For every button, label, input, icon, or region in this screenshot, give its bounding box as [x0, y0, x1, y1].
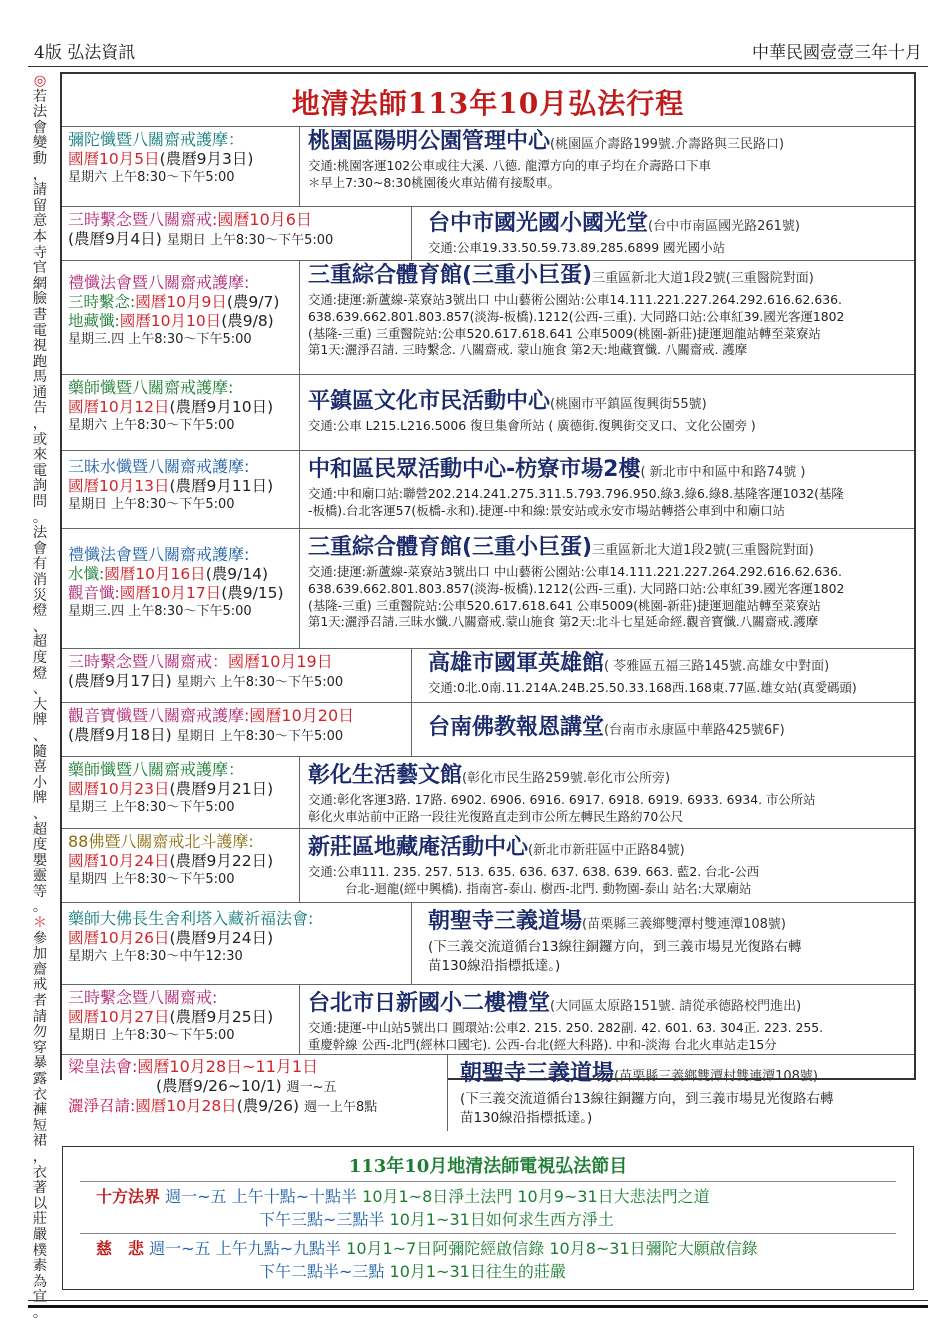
event-row [62, 702, 914, 756]
tv-program-row [96, 1186, 710, 1208]
tv-program-desc: 10月1~8日淨土法門 10月9~31日大悲法門之道 [362, 1187, 710, 1206]
event-row [62, 374, 914, 450]
event-lunar-date: (農曆9月3日) [159, 150, 254, 168]
event-date: 國曆10月26日 [68, 929, 170, 947]
event-date: 國曆10月13日 [68, 477, 170, 495]
event-date: 國曆10月19日 [228, 652, 333, 671]
tv-weekdays: 週一~五 [149, 1239, 211, 1258]
tv-time-slot: 下午三點~三點半 [259, 1210, 385, 1229]
sidebar-note: ◎ 若 法 會 變 動 ， 請 留 意 本 寺 官 網 臉 書 電 視 跑 馬 通 告 ， 或 來 電 詢 問 。 法 會 有 消 災 燈 、 超 度 燈 、 大 牌 、 隨 喜 小 牌 、 超 度 嬰 靈 等 。 ＊ 參 加 齋 戒 者 請 勿 穿 暴 露 衣 褲 短 裙 ， 衣 著 以 莊 嚴 樸 素 為 宜 。 [32, 73, 48, 1321]
event-sub-label: 地藏懺: [68, 312, 120, 330]
event-time: 星期三.四 上午8:30～下午5:00 [68, 332, 252, 347]
venue-address: (台中市南區國光路261號) [648, 219, 800, 234]
event-weekday: 週一~五 [286, 1080, 337, 1095]
venue-address: (苗栗縣三義鄉雙潭村雙連潭108號) [614, 1069, 818, 1084]
event-date: 國曆10月28日~11月1日 [137, 1057, 319, 1076]
venue-address: (桃園市平鎮區復興街55號) [550, 397, 707, 412]
event-title: 藥師大佛長生舍利塔入藏祈福法會: [68, 909, 314, 928]
venue-name: 朝聖寺三義道場 [428, 909, 583, 934]
transit-line: (基隆-三重) 三重醫院站:公車520.617.618.641 公車5009(桃園-新莊)捷運迴龍站轉至菜寮站 [308, 325, 821, 341]
tv-program-row [259, 1261, 566, 1283]
page-header [28, 0, 928, 64]
event-lunar-date: (農9/15) [221, 584, 284, 602]
transit-line: 交通:捷運-中山站5號出口 圓環站:公車2. 215. 250. 282副. 42. 601. 63. 304正. 223. 255. [308, 1020, 824, 1035]
footer-rule [28, 1305, 928, 1308]
issue-date: 中華民國壹壹三年十月 [752, 43, 922, 63]
event-row [62, 984, 914, 1054]
event-lunar-date: (農9/7) [226, 293, 280, 311]
tv-program-row [96, 1238, 758, 1260]
transit-line: -板橋).台北客運57(板橋-永和).捷運-中和線:景安站或永安市場站轉搭公車到中和廟口站 [308, 502, 786, 518]
event-title: 彌陀懺暨八關齋戒護摩： [68, 130, 245, 149]
event-weekday: 週一上午8點 [304, 1100, 378, 1115]
venue-name: 三重綜合體育館(三重小巨蛋) [308, 263, 593, 288]
event-row [62, 260, 914, 374]
transit-line: 重慶幹線 公西-北門(經林口國宅). 公西-台北(經大科路). 中和-淡海 台北火車站走15分 [308, 1036, 777, 1052]
event-row [62, 528, 914, 648]
event-date: 國曆10月10日 [119, 312, 222, 330]
tv-program-row [259, 1209, 614, 1231]
transit-line: 交通:捷運:新蘆線-菜寮站3號出口 中山藝術公園站:公車14.111.221.227.264.292.616.62.636. [308, 292, 842, 307]
transit-line: 交通:桃園客運102公車或往大溪. 八德. 龍潭方向的車子均在介壽路口下車 [308, 158, 711, 173]
event-time: 星期日 上午8:30～下午5:00 [68, 1028, 235, 1043]
tv-channel-name: 十方法界 [96, 1187, 161, 1206]
event-row [62, 206, 914, 260]
event-row [62, 1054, 914, 1126]
event-lunar-date: (農曆9月24日) [169, 929, 274, 947]
event-lunar-date: (農曆9月18日) [68, 726, 172, 744]
event-title: 三時繫念暨八關齋戒： [68, 652, 229, 671]
venue-address: 三重區新北大道1段2號(三重醫院對面) [592, 543, 814, 558]
event-date: 國曆10月28日 [135, 1097, 237, 1115]
event-title: 88佛暨八關齋戒北斗護摩: [68, 832, 254, 851]
event-title: 藥師懺暨八關齋戒護摩: [68, 378, 234, 397]
event-time: 星期日 上午8:30～下午5:00 [176, 729, 344, 744]
tv-time-slot: 上午九點~九點半 [215, 1239, 342, 1258]
event-date: 國曆10月23日 [68, 780, 170, 798]
venue-address: ( 新北市中和區中和路74號 ) [640, 465, 806, 480]
transit-line: 638.639.662.801.803.857(淡海-板橋).1212(公西-三重). 大同路口站:公車紅39.國光客運1802 [308, 580, 845, 596]
event-lunar-date: (農曆9月21日) [169, 780, 274, 798]
venue-name: 彰化生活藝文館 [308, 763, 463, 788]
transit-line: 第1天:灑淨召請.三昧水懺.八關齋戒.蒙山施食 第2天:北斗七星延命經.觀音寶懺.八關齋戒.護摩 [308, 614, 819, 630]
transit-line: 交通:公車 L215.L216.5006 復旦集會所站 ( 廣德街.復興街交叉口、文化公園旁 ) [308, 418, 756, 433]
transit-line: (下三義交流道循台13線往銅鑼方向，到三義市場見光復路右轉 [428, 939, 802, 955]
event-sub-label: 水懺: [68, 565, 105, 583]
transit-line: 交通:彰化客運3路. 17路. 6902. 6906. 6916. 6917. 6918. 6919. 6933. 6934. 市公所站 [308, 792, 816, 807]
event-title: 禮懺法會暨八關齋戒護摩: [68, 545, 250, 564]
tv-time-slot: 下午二點半~三點 [259, 1262, 385, 1281]
event-time: 星期四 上午8:30～下午5:00 [68, 872, 235, 887]
page-label: 4版 弘法資訊 [34, 43, 136, 63]
transit-line: 台北-迴龍(經中興橋). 指南宮-泰山. 樹西-北門. 動物園-泰山 站名:大眾廟站 [308, 880, 752, 896]
event-time: 星期三 上午8:30～下午5:00 [68, 800, 235, 815]
event-title: 觀音寶懺暨八關齋戒護摩: [68, 706, 250, 725]
event-sub-label: 梁皇法會: [68, 1057, 138, 1076]
tv-program-desc: 10月1~31日如何求生西方淨土 [389, 1210, 614, 1229]
event-title: 三時繫念暨八關齋戒: [68, 210, 218, 229]
transit-line: 交通:0北.0南.11.214A.24B.25.50.33.168西.168東.77區.雄女站(真愛碼頭) [428, 680, 857, 695]
transit-line: (基隆-三重) 三重醫院站:公車520.617.618.641 公車5009(桃園-新莊)捷運迴龍站轉至菜寮站 [308, 597, 821, 613]
event-date: 國曆10月16日 [104, 565, 206, 583]
schedule-title: 地清法師113年10月弘法行程 [291, 87, 685, 120]
tv-weekdays: 週一~五 [165, 1187, 227, 1206]
tv-program-title: 113年10月地清法師電視弘法節目 [348, 1156, 628, 1177]
event-lunar-date: (農9/26) [236, 1097, 300, 1115]
event-row [62, 902, 914, 984]
venue-address: (新北市新莊區中正路84號) [528, 843, 685, 858]
venue-name: 三重綜合體育館(三重小巨蛋) [308, 535, 593, 560]
event-date: 國曆10月17日 [119, 584, 222, 602]
event-title: 三時繫念暨八關齋戒: [68, 988, 218, 1007]
transit-line: 第1天:灑淨召請. 三時繫念. 八關齋戒. 蒙山施食 第2天:地藏寶懺. 八關齋戒. 護摩 [308, 342, 748, 358]
transit-line: 苗130線沿指標抵達。) [428, 958, 561, 974]
tv-channel-name: 慈 悲 [96, 1239, 145, 1258]
venue-name: 桃園區陽明公園管理中心 [308, 129, 551, 154]
event-lunar-date: (農9/8) [221, 312, 274, 330]
transit-line: 交通:中和廟口站:聯營202.214.241.275.311.5.793.796.950.綠3.綠6.綠8.基隆客運1032(基隆 [308, 486, 844, 501]
event-time: 星期六 上午8:30～下午5:00 [68, 418, 235, 433]
tv-time-slot: 上午十點~十點半 [231, 1187, 358, 1206]
venue-name: 高雄市國軍英雄館 [428, 651, 605, 676]
tv-program-desc: 10月1~7日阿彌陀經啟信錄 10月8~31日彌陀大願啟信錄 [346, 1239, 758, 1258]
transit-line: 交通:公車19.33.50.59.73.89.285.6899 國光國小站 [428, 240, 725, 255]
venue-address: (彰化市民生路259號.彰化市公所旁) [462, 771, 671, 786]
event-row [62, 450, 914, 528]
tv-program-desc: 10月1~31日往生的莊嚴 [389, 1262, 566, 1281]
event-row [62, 126, 914, 206]
event-title: 三昧水懺暨八關齋戒護摩: [68, 457, 250, 476]
transit-line: 交通:公車111. 235. 257. 513. 635. 636. 637. 638. 639. 663. 藍2. 台北-公西 [308, 864, 760, 879]
event-sub-label: 灑淨召請: [68, 1097, 136, 1115]
footer-rule [28, 1300, 928, 1301]
event-date: 國曆10月5日 [68, 150, 160, 168]
tv-divider [80, 1233, 896, 1234]
event-date: 國曆10月20日 [249, 706, 355, 725]
event-row [62, 756, 914, 828]
event-lunar-date: (農曆9月11日) [169, 477, 274, 495]
transit-line: 638.639.662.801.803.857(淡海-板橋).1212(公西-三重). 大同路口站:公車紅39.國光客運1802 [308, 308, 845, 324]
transit-line: 交通:捷運:新蘆線-菜寮站3號出口 中山藝術公園站:公車14.111.221.227.264.292.616.62.636. [308, 564, 842, 579]
venue-name: 台中市國光國小國光堂 [428, 211, 649, 236]
transit-line: ＊早上7:30~8:30桃園後火車站備有接駁車。 [308, 174, 560, 190]
venue-address: (苗栗縣三義鄉雙潭村雙連潭108號) [582, 917, 786, 932]
event-lunar-date: (農曆9月10日) [169, 398, 274, 416]
event-time: 星期六 上午8:30～下午5:00 [176, 675, 344, 690]
venue-name: 平鎮區文化市民活動中心 [308, 389, 551, 414]
event-time: 星期日 上午8:30～下午5:00 [68, 497, 235, 512]
event-time: 星期六 上午8:30～中午12:30 [68, 949, 243, 964]
event-lunar-date: (農9/14) [205, 565, 269, 583]
venue-name: 中和區民眾活動中心-枋寮市場2樓 [308, 457, 641, 482]
event-sub-label: 三時繫念: [68, 293, 136, 311]
transit-line: 彰化火車站前中正路一段往光復路直走到市公所左轉民生路約70公尺 [308, 808, 684, 824]
event-title: 禮懺法會暨八關齋戒護摩: [68, 273, 250, 292]
venue-address: (大同區太原路151號. 請從承德路校門進出) [550, 999, 802, 1014]
event-lunar-date: (農曆9月25日) [169, 1008, 274, 1026]
event-lunar-date: (農曆9月17日) [68, 672, 172, 690]
event-title: 藥師懺暨八關齋戒護摩： [68, 760, 245, 779]
header-rule [28, 66, 928, 67]
event-time: 星期三.四 上午8:30～下午5:00 [68, 604, 252, 619]
event-row [62, 648, 914, 702]
tv-divider [80, 1181, 896, 1182]
venue-name: 新莊區地藏庵活動中心 [308, 835, 529, 860]
event-date: 國曆10月9日 [135, 293, 227, 311]
venue-name: 台南佛教報恩講堂 [428, 715, 605, 740]
event-lunar-date: (農曆9月22日) [169, 852, 274, 870]
venue-address: 三重區新北大道1段2號(三重醫院對面) [592, 271, 814, 286]
event-sub-label: 觀音懺: [68, 584, 120, 602]
venue-address: (桃園區介壽路199號.介壽路與三民路口) [550, 137, 785, 152]
event-lunar-date: (農曆9月4日) [68, 230, 162, 248]
event-time: 星期六 上午8:30～下午5:00 [68, 170, 235, 185]
venue-name: 朝聖寺三義道場 [460, 1061, 615, 1086]
venue-address: ( 苓雅區五福三路145號.高雄女中對面) [604, 659, 830, 674]
transit-line: (下三義交流道循台13線往銅鑼方向，到三義市場見光復路右轉 [460, 1091, 834, 1107]
event-time: 星期日 上午8:30～下午5:00 [166, 233, 334, 248]
event-date: 國曆10月12日 [68, 398, 170, 416]
event-date: 國曆10月24日 [68, 852, 170, 870]
event-date: 國曆10月27日 [68, 1008, 170, 1026]
event-date: 國曆10月6日 [217, 210, 312, 229]
event-row [62, 828, 914, 902]
venue-address: (台南市永康區中華路425號6F) [604, 723, 785, 738]
event-lunar-date: (農曆9/26~10/1) [156, 1077, 282, 1095]
transit-line: 苗130線沿指標抵達。) [460, 1110, 593, 1126]
venue-name: 台北市日新國小二樓禮堂 [308, 991, 551, 1016]
